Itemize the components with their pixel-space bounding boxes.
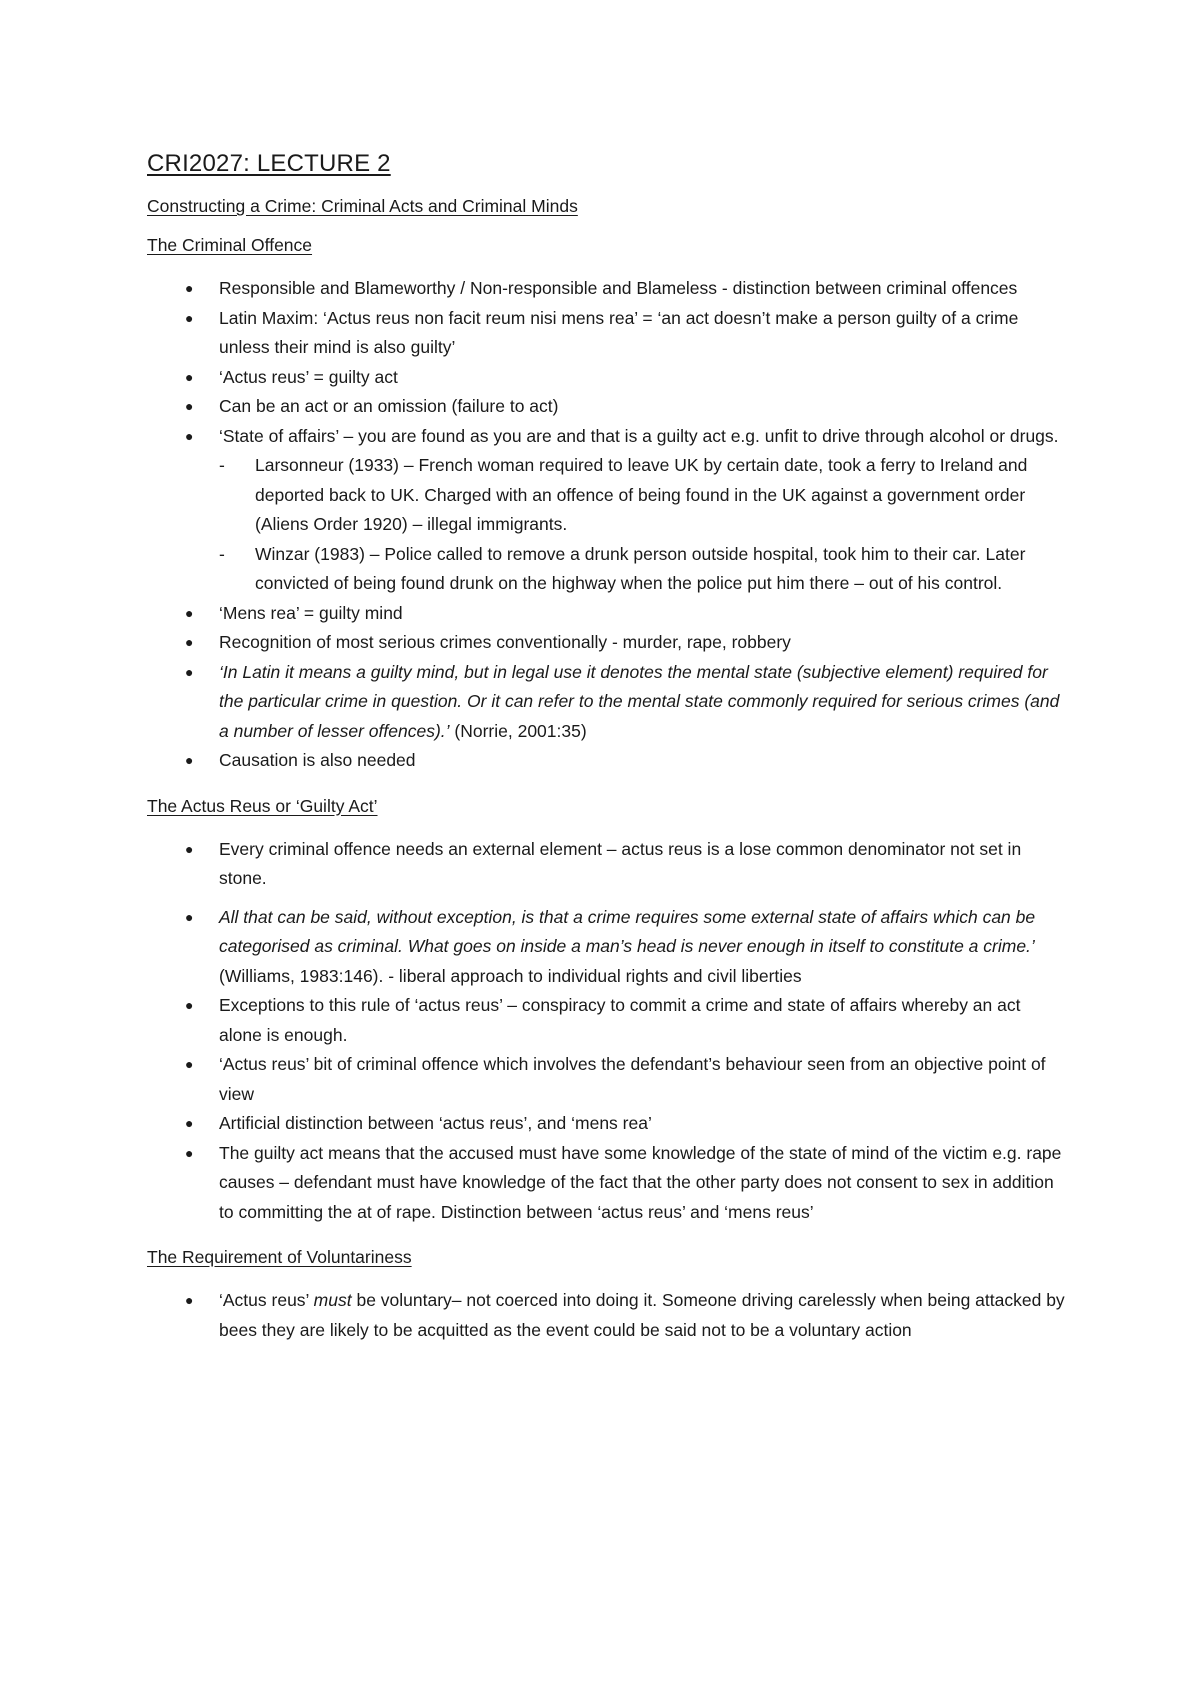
sub-list-item (219, 451, 1067, 540)
list-item (147, 658, 1067, 747)
list-item-text: Exceptions to this rule of ‘actus reus’ – conspiracy to commit a crime and state of affairs whereby an act alone is enough. (219, 995, 1021, 1045)
bullet-icon: ● (185, 1115, 194, 1131)
sub-list-item (219, 540, 1067, 599)
list-item (147, 392, 1067, 422)
case-examples-list (219, 451, 1067, 599)
quote-citation: (Williams, 1983:146). - liberal approach to individual rights and civil liberties (219, 965, 802, 986)
list-item-text: Recognition of most serious crimes conventionally - murder, rape, robbery (219, 632, 791, 652)
bullet-icon: ● (185, 1056, 194, 1072)
bullet-icon: ● (185, 398, 194, 414)
list-item-text: ‘State of affairs’ – you are found as you are and that is a guilty act e.g. unfit to drive through alcohol or drugs. (219, 425, 1059, 446)
bullet-icon: ● (185, 1292, 194, 1308)
actus-reus-list (147, 835, 1067, 1228)
quote-text: All that can be said, without exception, is that a crime requires some external state of affairs which can be categorised as criminal. What goes on inside a man’s head is never enough in itself to constitute a crime.’ (219, 906, 1036, 956)
bullet-icon: ● (185, 309, 194, 326)
list-item (147, 363, 1067, 393)
list-item (147, 599, 1067, 629)
section-heading-actus-reus: The Actus Reus or ‘Guilty Act’ (147, 795, 378, 816)
bullet-icon: ● (185, 427, 194, 444)
list-item-text: Artificial distinction between ‘actus reus’, and ‘mens rea’ (219, 1113, 652, 1133)
bullet-icon: ● (185, 280, 194, 296)
list-item-text: Causation is also needed (219, 750, 416, 770)
list-item-text: ‘Actus reus’ bit of criminal offence which involves the defendant’s behaviour seen from an objective point of view (219, 1054, 1046, 1104)
bullet-icon: ● (185, 840, 194, 857)
bullet-icon: ● (185, 368, 194, 385)
bullet-icon: ● (185, 663, 194, 680)
list-item-text: Can be an act or an omission (failure to act) (219, 396, 559, 416)
list-item-text: Latin Maxim: ‘Actus reus non facit reum nisi mens rea’ = ‘an act doesn’t make a person guilty of a crime unless their mind is also guilty’ (219, 307, 1019, 357)
voluntariness-list (147, 1286, 1067, 1345)
list-item (147, 903, 1067, 992)
dash-icon: - (219, 543, 225, 564)
list-item-text: Every criminal offence needs an external element – actus reus is a lose common denominator not set in stone. (219, 838, 1022, 888)
bullet-icon: ● (185, 997, 194, 1013)
list-item-text: Responsible and Blameworthy / Non-responsible and Blameless - distinction between criminal offences (219, 278, 1018, 298)
section-heading-voluntariness: The Requirement of Voluntariness (147, 1247, 412, 1267)
bullet-icon: ● (185, 604, 194, 621)
list-item-text-start: ‘Actus reus’ (219, 1290, 314, 1310)
sub-list-item-text: Larsonneur (1933) – French woman required to leave UK by certain date, took a ferry to Ireland and deported back to UK. Charged with an offence of being found in the UK against a government order (Aliens Order 1920) – illegal immigrants. (255, 455, 1028, 534)
document-title: CRI2027: LECTURE 2 (147, 150, 391, 177)
bullet-icon: ● (185, 752, 194, 768)
list-item (147, 422, 1067, 599)
list-item (147, 274, 1067, 304)
list-item-text: The guilty act means that the accused must have some knowledge of the state of mind of the victim e.g. rape causes – defendant must have knowledge of the fact that the other party does not consent to sex in addition to committing the at of rape. Distinction between ‘actus reus’ and ‘mens reus’ (219, 1142, 1062, 1222)
bullet-icon: ● (185, 908, 194, 925)
list-item (147, 1139, 1067, 1228)
list-item (147, 628, 1067, 658)
list-item (147, 991, 1067, 1050)
list-item (147, 1286, 1067, 1345)
lecture-subtitle: Constructing a Crime: Criminal Acts and Criminal Minds (147, 196, 578, 216)
emphasis-text: must (313, 1290, 352, 1310)
list-item-text: ‘Actus reus’ = guilty act (219, 366, 398, 387)
list-item-text-end: be voluntary– not coerced into doing it. Someone driving carelessly when being attacked by bees they are likely to be acquitted as the event could be said not to be a voluntary action (219, 1290, 1065, 1340)
document-page (147, 150, 1067, 1365)
quote-text: ‘In Latin it means a guilty mind, but in legal use it denotes the mental state (subjective element) required for the particular crime in question. Or it can refer to the mental state commonly required for serious crimes (and a number of lesser offences).’ (219, 661, 1060, 741)
quote-citation: (Norrie, 2001:35) (449, 720, 587, 741)
sub-list-item-text: Winzar (1983) – Police called to remove a drunk person outside hospital, took him to their car. Later convicted of being found drunk on the highway when the police put him there – out of his control. (255, 543, 1026, 593)
dash-icon: - (219, 455, 225, 475)
list-item (147, 304, 1067, 363)
bullet-icon: ● (185, 634, 194, 650)
list-item-text: ‘Mens rea’ = guilty mind (219, 602, 403, 623)
bullet-icon: ● (185, 1144, 194, 1161)
criminal-offence-list (147, 274, 1067, 776)
list-item (147, 835, 1067, 894)
list-item (147, 1109, 1067, 1139)
list-item (147, 1050, 1067, 1109)
section-heading-criminal-offence: The Criminal Offence (147, 235, 313, 255)
list-item (147, 746, 1067, 776)
